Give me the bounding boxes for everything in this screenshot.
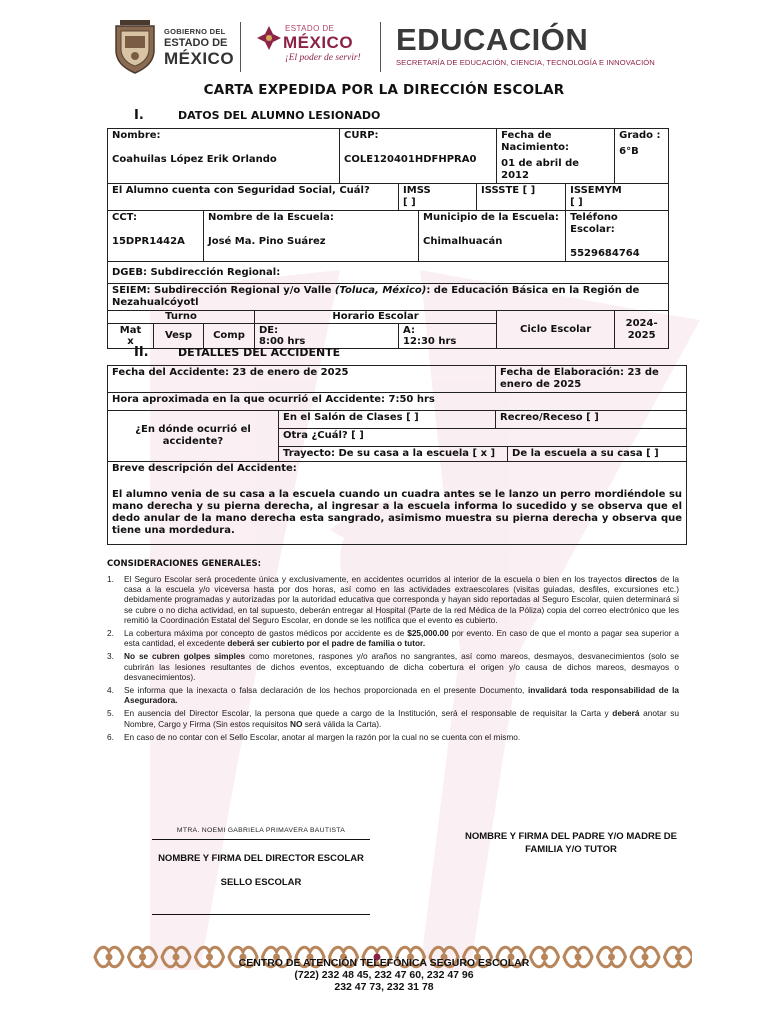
section-1-heading <box>134 108 380 123</box>
horario-label: Horario Escolar <box>255 311 497 324</box>
imss-checkbox[interactable]: [ ] <box>403 197 416 208</box>
consideration-text: invalidará toda responsabilidad de la Aseguradora. <box>124 685 679 706</box>
de-value: 8:00 hrs <box>259 336 306 347</box>
fecha-nacimiento-value: 01 de abril de 2012 <box>501 158 580 181</box>
consideration-number: 5. <box>107 708 114 719</box>
descripcion-cell <box>108 462 687 545</box>
consideration-text: En ausencia del Director Escolar, la persona que quede a cargo de la Institución, será el responsable de requisitar la Carta y <box>124 708 613 719</box>
consideration-text: anotar su Nombre, Cargo y Firma (Sin estos requisitos <box>124 708 679 729</box>
section-1-title: DATOS DEL ALUMNO LESIONADO <box>178 109 381 122</box>
consideration-text: como moretones, raspones y/o araños no sangrantes, así como mareos, desmayos, desvanecimientos (solo se cubrirán las lesiones resultantes de dichos eventos, exceptuando de dicha cobertura el origen y/o causa de dichos mareos, desmayos o desvanecimientos). <box>124 651 680 682</box>
curp-cell <box>340 129 497 184</box>
consideration-text: será válida la Carta). <box>302 718 382 729</box>
footer-line3: 232 47 73, 232 31 78 <box>334 981 434 994</box>
municipio-cell <box>419 211 566 262</box>
coat-of-arms-icon <box>112 20 158 74</box>
sello-label: SELLO ESCOLAR <box>220 877 302 888</box>
header-divider <box>240 22 241 72</box>
section-2-heading <box>134 345 340 360</box>
flower-logo-icon <box>255 24 283 52</box>
a-value: 12:30 hrs <box>403 336 457 347</box>
seiem-text-a: SEIEM: Subdirección Regional y/o Valle <box>112 285 335 296</box>
director-name: MTRA. NOEMI GABRIELA PRIMAVERA BAUTISTA <box>176 827 346 834</box>
curp-label: CURP: <box>344 130 379 141</box>
footer-contact <box>0 957 768 993</box>
municipio-label: Municipio de la Escuela: <box>423 212 559 223</box>
consideration-text: No se cubren golpes simples <box>124 651 246 662</box>
dgeb-cell: DGEB: Subdirección Regional: <box>108 262 669 284</box>
seiem-cell <box>108 284 669 311</box>
seiem-text-c: : de Educación Básica en la Región de Nezahualcóyotl <box>112 285 640 308</box>
consideration-text: de la casa a la escuela y/o viceversa hasta por dos horas, así como en las actividades extraescolares (visitas guiadas, desfiles, excursiones etc.) debidamente programadas y autorizadas por la autoridad educativa que corresponda y hayan sido reportadas al Seguro Escolar, quien determinará si se cubre o no dicha actividad, en tal supuesto, deberán entregar al Hospital (Parte de la red Médica de la Póliza) copia del correo electrónico que les remitió la Coordinación Estatal del Seguro Escolar, en donde se les notifica que el evento es cubierto. <box>124 574 680 625</box>
document-title: CARTA EXPEDIDA POR LA DIRECCIÓN ESCOLAR <box>203 82 565 98</box>
cct-value: 15DPR1442A <box>112 236 185 247</box>
edomex-line1: ESTADO DE <box>285 24 335 33</box>
consideration-text: por evento. En caso de que el monto a pagar sea superior a esta cantidad, el excedente <box>124 628 679 649</box>
fecha-nacimiento-cell <box>497 129 615 184</box>
consideration-text: Se informa que la inexacta o falsa declaración de los hechos proporcionada en el presente Documento, <box>124 685 528 696</box>
edomex-line2: MÉXICO <box>283 33 354 52</box>
issste-checkbox[interactable]: ISSSTE [ ] <box>477 184 566 211</box>
vesp-label: Vesp <box>154 324 204 349</box>
consideration-item <box>107 628 679 648</box>
consideration-text: $25,000.00 <box>407 628 449 639</box>
descripcion-label: Breve descripción del Accidente: <box>112 463 297 474</box>
comp-label: Comp <box>204 324 255 349</box>
consideration-text: deberá <box>612 708 640 719</box>
cct-cell <box>108 211 204 262</box>
hora-accidente: Hora aproximada en la que ocurrió el Accidente: 7:50 hrs <box>108 393 687 411</box>
student-data-table <box>107 128 669 349</box>
nombre-cell <box>108 129 340 184</box>
descripcion-value: El alumno venia de su casa a la escuela cuando un cuadra antes se le lanzo un perro mordiéndole su mano derecha y su pierna derecha, al ingresar a la escuela informa lo sucedido y se observa que el dedo anular de la mano derecha esta sangrado, asimismo muestra su pierna derecha y observa que tiene una mordedura. <box>112 489 683 536</box>
de-label: DE: <box>259 325 279 336</box>
escuela-value: José Ma. Pino Suárez <box>208 236 326 247</box>
edu-subtitle: SECRETARÍA DE EDUCACIÓN, CIENCIA, TECNOLOGÍA E INNOVACIÓN <box>396 58 655 67</box>
donde-label: ¿En dónde ocurrió el accidente? <box>108 411 279 462</box>
consideration-number: 2. <box>107 628 114 639</box>
a-cell <box>399 324 497 349</box>
escuela-label: Nombre de la Escuela: <box>208 212 334 223</box>
consideration-item <box>107 732 679 742</box>
fecha-elaboracion: Fecha de Elaboración: 23 de enero de 2025 <box>496 366 687 393</box>
issemym-checkbox[interactable]: [ ] <box>570 197 583 208</box>
recreo-checkbox[interactable]: Recreo/Receso [ ] <box>496 411 687 429</box>
header-divider <box>380 22 381 72</box>
salon-checkbox[interactable]: En el Salón de Clases [ ] <box>279 411 496 429</box>
grado-label: Grado : <box>619 130 661 141</box>
trayecto-checkbox[interactable]: Trayecto: De su casa a la escuela [ x ] <box>279 447 508 462</box>
imss-cell <box>399 184 477 211</box>
educacion-logo <box>396 24 655 67</box>
consideration-text: El Seguro Escolar será procedente única y exclusivamente, en accidentes ocurridos al interior de la escuela o bien en los trayectos <box>124 574 625 584</box>
curp-value: COLE120401HDFHPRA0 <box>344 154 477 165</box>
grado-value: 6°B <box>619 146 639 157</box>
consideration-number: 6. <box>107 731 114 742</box>
gob-line3: MÉXICO <box>164 48 235 68</box>
director-signature-line <box>152 839 370 840</box>
parent-signature-label: NOMBRE Y FIRMA DEL PADRE Y/O MADRE DE FAMILIA Y/O TUTOR <box>464 831 677 855</box>
edomex-slogan: ¡El poder de servir! <box>285 53 361 63</box>
edu-title: EDUCACIÓN <box>396 22 589 57</box>
footer-line1: CENTRO DE ATENCIÓN TELEFÓNICA SEGURO ESCOLAR <box>238 957 530 969</box>
consideration-number: 4. <box>107 685 114 696</box>
gob-line1: GOBIERNO DEL <box>164 27 226 36</box>
considerations-list <box>107 574 679 745</box>
imss-label: IMSS <box>403 185 431 196</box>
consideration-text: La cobertura máxima por concepto de gastos médicos por accidente es de <box>124 628 408 639</box>
consideration-text: directos <box>624 574 658 584</box>
telefono-cell <box>566 211 669 262</box>
gobierno-logo <box>112 18 238 78</box>
consideration-item <box>107 574 679 625</box>
issemym-label: ISSEMYM <box>570 185 622 196</box>
consideration-text: deberá ser cubierto por el padre de familia o tutor. <box>227 638 426 649</box>
escuela-cell <box>204 211 419 262</box>
municipio-value: Chimalhuacán <box>423 236 503 247</box>
nombre-value: Coahuilas López Erik Orlando <box>112 154 277 165</box>
issemym-cell <box>566 184 669 211</box>
sello-line <box>152 914 370 915</box>
footer-line2: (722) 232 48 45, 232 47 60, 232 47 96 <box>294 969 474 982</box>
fecha-accidente: Fecha del Accidente: 23 de enero de 2025 <box>108 366 496 393</box>
a-label: A: <box>403 325 415 336</box>
escuela-casa-checkbox[interactable]: De la escuela a su casa [ ] <box>508 447 687 462</box>
ciclo-label: Ciclo Escolar <box>497 311 615 349</box>
ciclo-value: 2024-2025 <box>615 311 669 349</box>
seguridad-social-label: El Alumno cuenta con Seguridad Social, Cuál? <box>108 184 399 211</box>
seiem-text-b: (Toluca, México) <box>334 285 427 296</box>
consideration-item <box>107 651 679 682</box>
section-1-number: I. <box>134 108 144 123</box>
nombre-label: Nombre: <box>112 130 161 141</box>
consideration-text: En caso de no contar con el Sello Escolar, anotar al margen la razón por la cual no se cuenta con el mismo. <box>124 731 521 742</box>
accident-details-table <box>107 365 687 545</box>
director-signature-label: NOMBRE Y FIRMA DEL DIRECTOR ESCOLAR <box>158 853 364 864</box>
consideration-item <box>107 708 679 728</box>
section-2-title: DETALLES DEL ACCIDENTE <box>178 346 341 359</box>
gob-line2: ESTADO DE <box>164 36 228 49</box>
mat-mark: x <box>127 336 134 347</box>
turno-label: Turno <box>108 311 255 324</box>
telefono-label: Teléfono Escolar: <box>570 212 618 235</box>
edomex-logo <box>255 20 373 70</box>
consideration-item <box>107 685 679 705</box>
grado-cell <box>615 129 669 184</box>
cct-label: CCT: <box>112 212 137 223</box>
mat-label: Mat <box>119 325 142 336</box>
considerations-title: CONSIDERACIONES GENERALES: <box>107 559 262 569</box>
fecha-nacimiento-label: Fecha de Nacimiento: <box>501 130 569 153</box>
otra-field[interactable]: Otra ¿Cuál? [ ] <box>279 429 687 447</box>
consideration-number: 3. <box>107 651 114 662</box>
consideration-number: 1. <box>107 574 114 584</box>
section-2-number: II. <box>134 345 149 360</box>
telefono-value: 5529684764 <box>570 248 640 259</box>
consideration-text: NO <box>290 718 303 729</box>
